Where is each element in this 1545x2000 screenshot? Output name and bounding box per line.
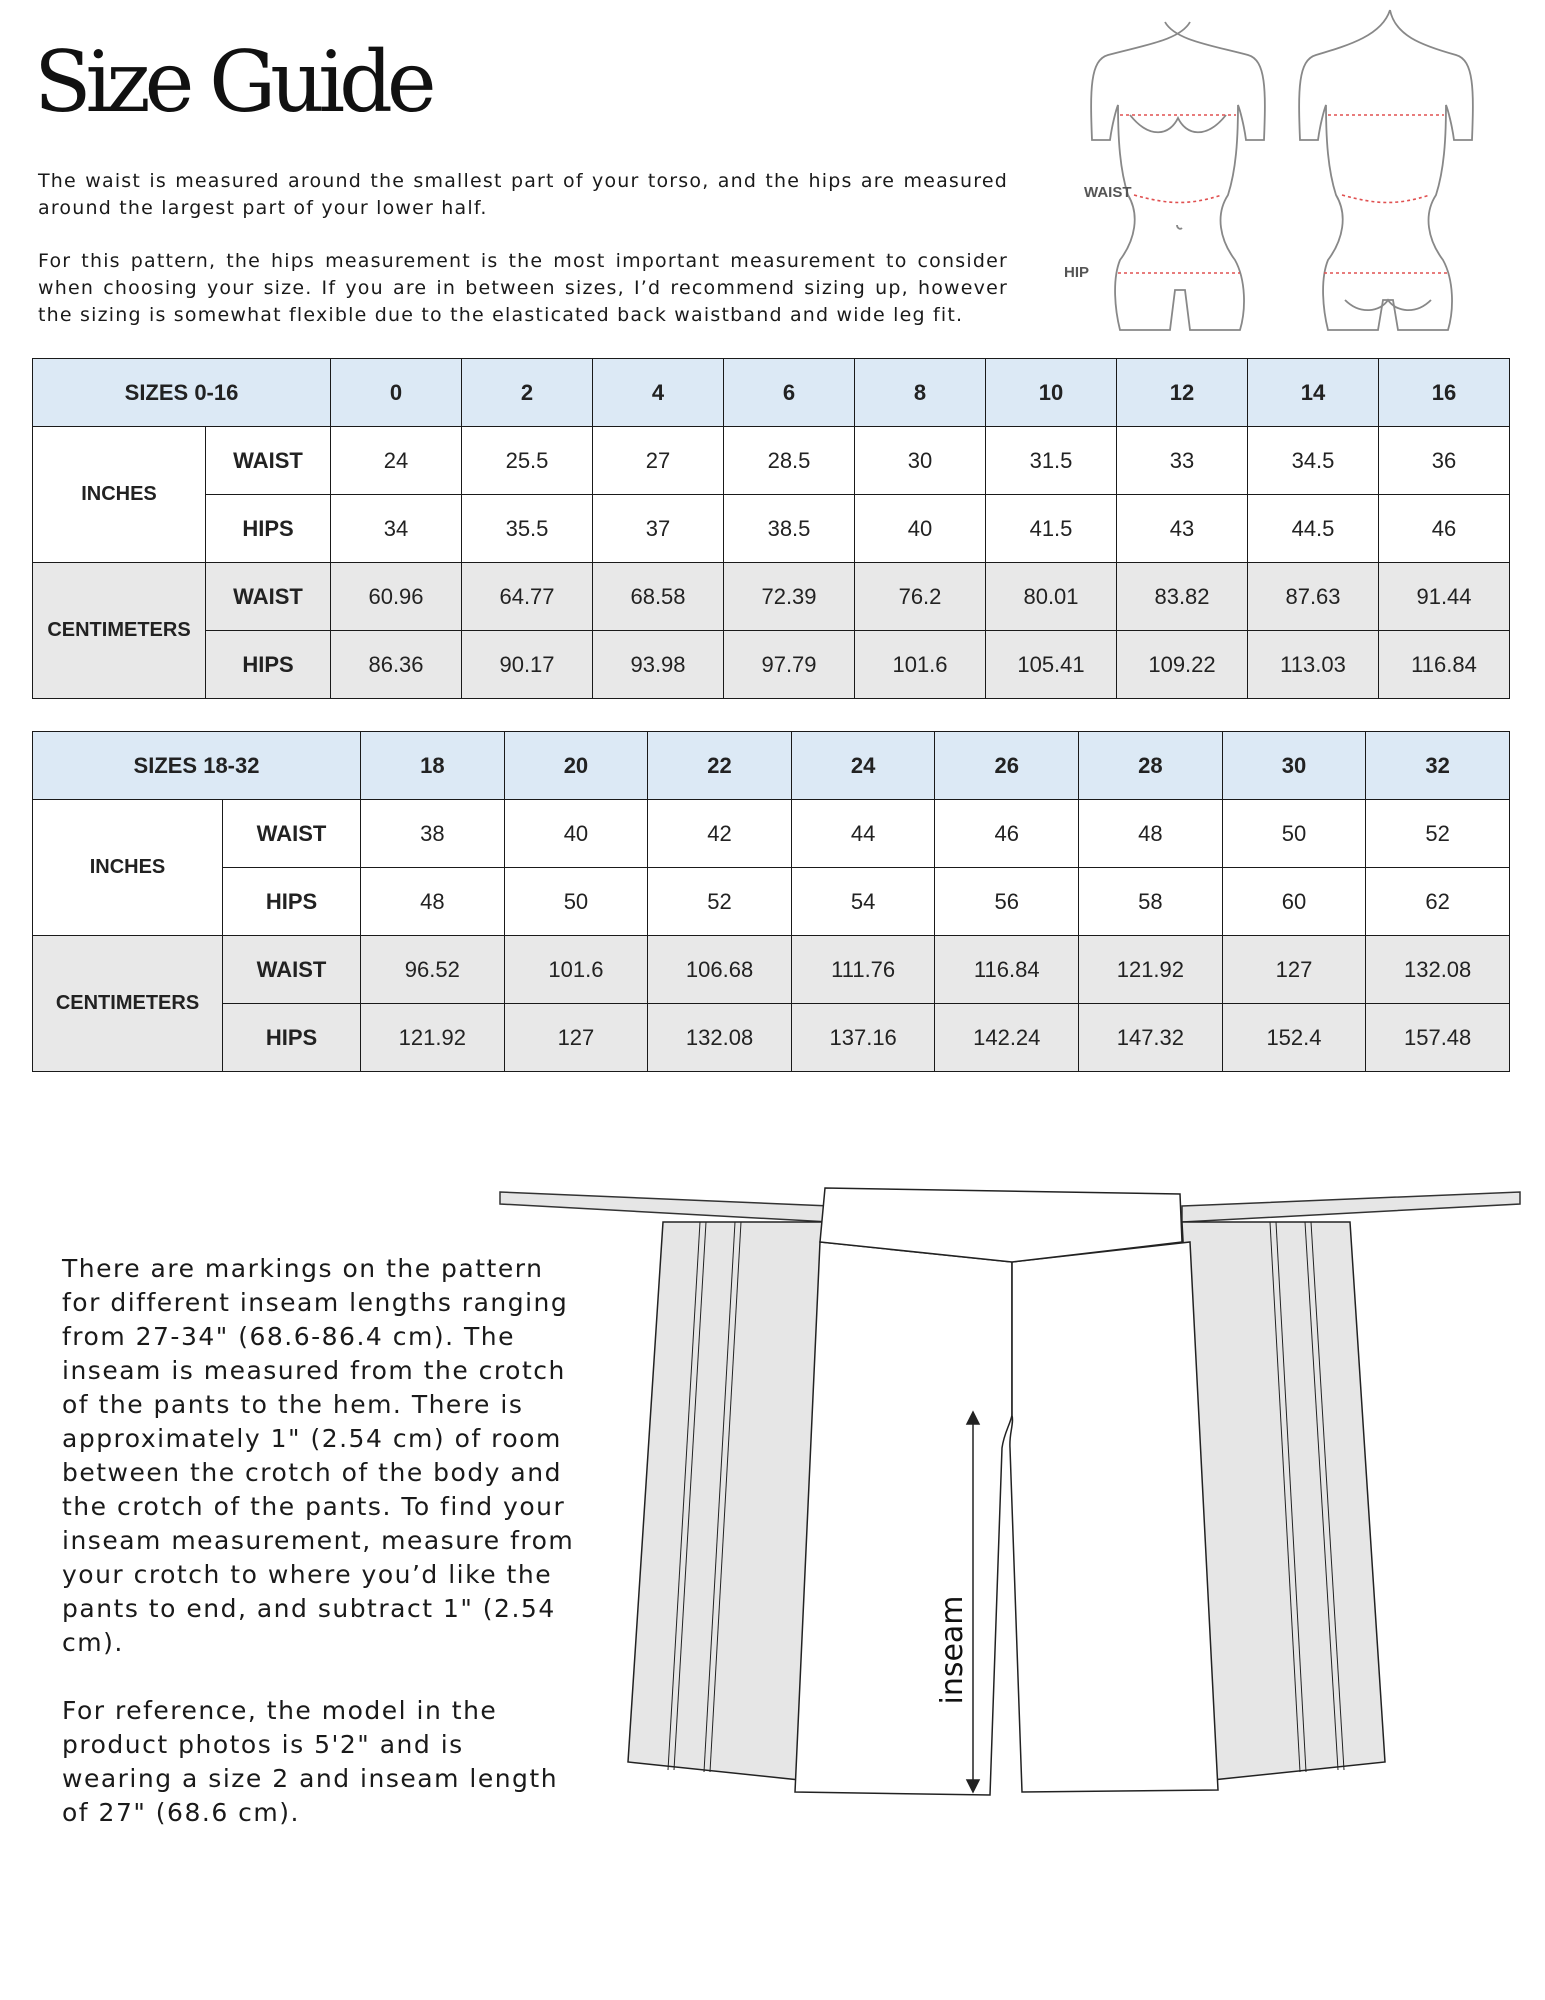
table-row <box>33 868 1510 936</box>
size-header: 2 <box>462 359 593 427</box>
waist-row-label: WAIST <box>223 936 361 1004</box>
body-measurement-figure <box>1060 0 1530 345</box>
back-body-outline <box>1299 10 1473 330</box>
table-cell: 83.82 <box>1117 563 1248 631</box>
table-cell: 86.36 <box>331 631 462 699</box>
table-cell: 40 <box>504 800 648 868</box>
centimeters-group-label: CENTIMETERS <box>33 563 206 699</box>
size-header: 4 <box>593 359 724 427</box>
table-cell: 40 <box>855 495 986 563</box>
size-header: 22 <box>648 732 792 800</box>
table-cell: 109.22 <box>1117 631 1248 699</box>
right-waistband-tie <box>1182 1192 1520 1222</box>
table-cell: 132.08 <box>648 1004 792 1072</box>
measurement-lines <box>1118 115 1450 273</box>
table-row <box>33 936 1510 1004</box>
table-cell: 28.5 <box>724 427 855 495</box>
inches-group-label: INCHES <box>33 800 223 936</box>
waist-row-label: WAIST <box>206 427 331 495</box>
size-header: 8 <box>855 359 986 427</box>
size-header: 24 <box>791 732 935 800</box>
table-cell: 41.5 <box>986 495 1117 563</box>
size-header: 28 <box>1079 732 1223 800</box>
table-cell: 116.84 <box>935 936 1079 1004</box>
inseam-paragraph-measuring: There are markings on the pattern for different inseam lengths ranging from 27-34" (68.6-86.4 cm). The inseam is measured from the crotch of the pants to the hem. There is approximately 1" (2.54 cm) of room between the crotch of the body and the crotch of the pants. To find your inseam measurement, measure from your crotch to where you’d like the pants to end, and subtract 1" (2.54 cm). <box>62 1254 575 1657</box>
table-cell: 106.68 <box>648 936 792 1004</box>
table-cell: 111.76 <box>791 936 935 1004</box>
table-cell: 52 <box>648 868 792 936</box>
table-title: SIZES 18-32 <box>33 732 361 800</box>
table-row <box>33 427 1510 495</box>
table-header-row <box>33 359 1510 427</box>
size-header: 30 <box>1222 732 1366 800</box>
table-cell: 121.92 <box>1079 936 1223 1004</box>
size-table-18-32 <box>32 731 1510 1072</box>
table-cell: 50 <box>1222 800 1366 868</box>
hips-row-label: HIPS <box>223 1004 361 1072</box>
size-header: 32 <box>1366 732 1510 800</box>
table-cell: 96.52 <box>361 936 505 1004</box>
table-cell: 64.77 <box>462 563 593 631</box>
size-header: 10 <box>986 359 1117 427</box>
table-cell: 76.2 <box>855 563 986 631</box>
size-header: 16 <box>1379 359 1510 427</box>
table-cell: 54 <box>791 868 935 936</box>
table-cell: 30 <box>855 427 986 495</box>
table-cell: 68.58 <box>593 563 724 631</box>
size-header: 14 <box>1248 359 1379 427</box>
table-cell: 38 <box>361 800 505 868</box>
page-title: Size Guide <box>34 33 431 131</box>
table-cell: 127 <box>504 1004 648 1072</box>
size-header: 20 <box>504 732 648 800</box>
table-cell: 25.5 <box>462 427 593 495</box>
table-cell: 157.48 <box>1366 1004 1510 1072</box>
pants-inseam-diagram <box>490 1180 1530 1820</box>
table-cell: 105.41 <box>986 631 1117 699</box>
table-cell: 34 <box>331 495 462 563</box>
table-cell: 101.6 <box>855 631 986 699</box>
table-row <box>33 800 1510 868</box>
hip-label: HIP <box>1064 264 1090 281</box>
size-header: 6 <box>724 359 855 427</box>
table-cell: 152.4 <box>1222 1004 1366 1072</box>
size-header: 12 <box>1117 359 1248 427</box>
waist-row-label: WAIST <box>206 563 331 631</box>
table-header-row <box>33 732 1510 800</box>
table-cell: 42 <box>648 800 792 868</box>
table-cell: 60.96 <box>331 563 462 631</box>
table-row <box>33 1004 1510 1072</box>
table-cell: 60 <box>1222 868 1366 936</box>
table-cell: 35.5 <box>462 495 593 563</box>
table-row <box>33 495 1510 563</box>
table-cell: 48 <box>361 868 505 936</box>
table-cell: 56 <box>935 868 1079 936</box>
table-cell: 58 <box>1079 868 1223 936</box>
intro-text <box>38 168 1008 355</box>
table-cell: 147.32 <box>1079 1004 1223 1072</box>
intro-paragraph-waist-hips: The waist is measured around the smallest part of your torso, and the hips are measured around the largest part of your lower half. <box>38 170 1008 219</box>
table-cell: 27 <box>593 427 724 495</box>
table-cell: 62 <box>1366 868 1510 936</box>
table-cell: 46 <box>935 800 1079 868</box>
table-cell: 44 <box>791 800 935 868</box>
inseam-paragraph-model-reference: For reference, the model in the product photos is 5'2" and is wearing a size 2 and inseam length of 27" (68.6 cm). <box>62 1696 559 1827</box>
table-cell: 90.17 <box>462 631 593 699</box>
table-cell: 97.79 <box>724 631 855 699</box>
front-body-outline <box>1091 22 1265 330</box>
table-cell: 48 <box>1079 800 1223 868</box>
size-table-0-16 <box>32 358 1510 699</box>
table-cell: 43 <box>1117 495 1248 563</box>
table-cell: 113.03 <box>1248 631 1379 699</box>
table-cell: 38.5 <box>724 495 855 563</box>
table-cell: 37 <box>593 495 724 563</box>
table-cell: 93.98 <box>593 631 724 699</box>
table-cell: 101.6 <box>504 936 648 1004</box>
front-pant-panels <box>795 1242 1218 1795</box>
table-cell: 72.39 <box>724 563 855 631</box>
table-cell: 142.24 <box>935 1004 1079 1072</box>
waist-label: WAIST <box>1084 184 1132 201</box>
table-cell: 132.08 <box>1366 936 1510 1004</box>
table-cell: 24 <box>331 427 462 495</box>
table-cell: 116.84 <box>1379 631 1510 699</box>
table-cell: 50 <box>504 868 648 936</box>
size-header: 0 <box>331 359 462 427</box>
intro-paragraph-sizing-advice: For this pattern, the hips measurement is the most important measurement to consider when choosing your size. If you are in between sizes, I’d recommend sizing up, however the sizing is somewhat flexible due to the elasticated back waistband and wide leg fit. <box>38 250 1008 326</box>
table-cell: 127 <box>1222 936 1366 1004</box>
size-header: 18 <box>361 732 505 800</box>
centimeters-group-label: CENTIMETERS <box>33 936 223 1072</box>
inseam-label: inseam <box>935 1595 970 1705</box>
table-cell: 87.63 <box>1248 563 1379 631</box>
table-title: SIZES 0-16 <box>33 359 331 427</box>
table-cell: 91.44 <box>1379 563 1510 631</box>
table-cell: 46 <box>1379 495 1510 563</box>
table-cell: 34.5 <box>1248 427 1379 495</box>
table-cell: 52 <box>1366 800 1510 868</box>
hips-row-label: HIPS <box>223 868 361 936</box>
table-cell: 80.01 <box>986 563 1117 631</box>
hips-row-label: HIPS <box>206 631 331 699</box>
table-cell: 36 <box>1379 427 1510 495</box>
hips-row-label: HIPS <box>206 495 331 563</box>
table-row <box>33 631 1510 699</box>
inches-group-label: INCHES <box>33 427 206 563</box>
left-waistband-tie <box>500 1192 830 1222</box>
table-cell: 44.5 <box>1248 495 1379 563</box>
size-header: 26 <box>935 732 1079 800</box>
table-cell: 137.16 <box>791 1004 935 1072</box>
table-cell: 121.92 <box>361 1004 505 1072</box>
table-cell: 31.5 <box>986 427 1117 495</box>
waist-row-label: WAIST <box>223 800 361 868</box>
table-row <box>33 563 1510 631</box>
table-cell: 33 <box>1117 427 1248 495</box>
